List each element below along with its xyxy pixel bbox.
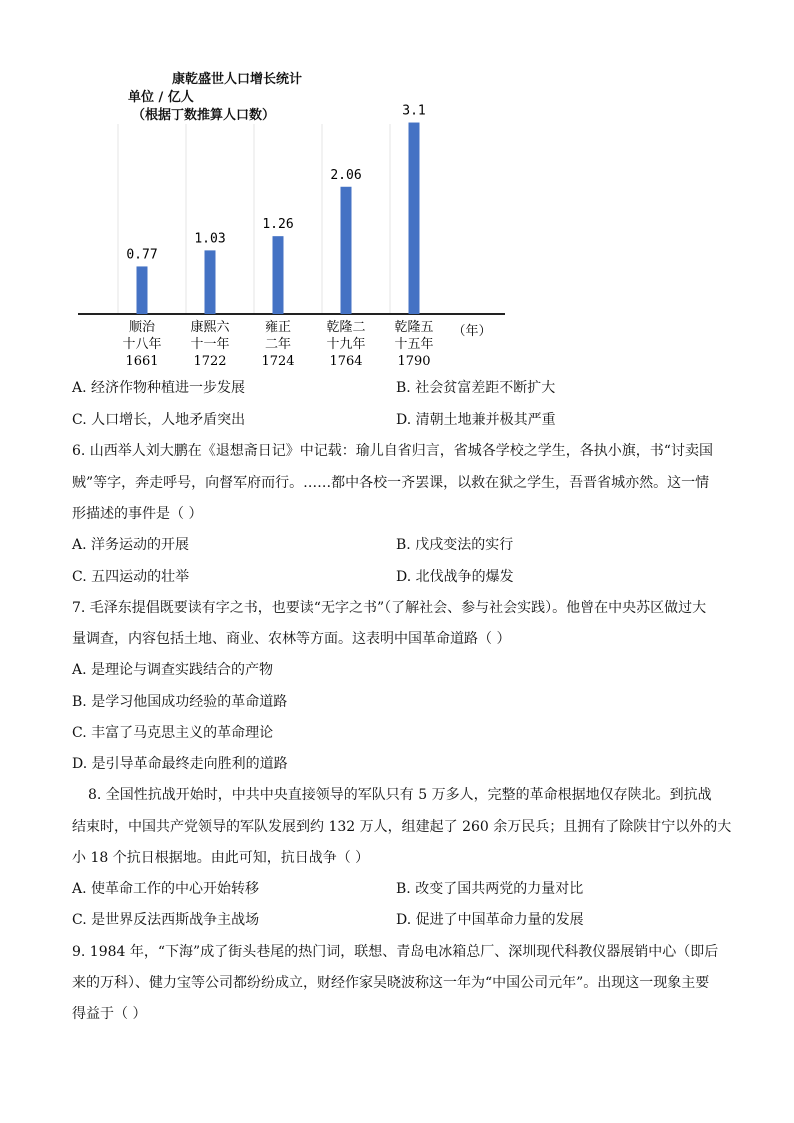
q9-stem-line-1: 9. 1984 年，“下海”成了街头巷尾的热门词，联想、青岛电冰箱总厂、深圳现代科教仪器展销中心（即后 — [72, 944, 719, 960]
q6-option-b[interactable]: B. 戊戌变法的实行 — [396, 537, 514, 553]
chart-canvas — [60, 64, 520, 374]
chart-category-label: 乾隆五 — [394, 320, 434, 335]
q6-stem-line-1: 6. 山西举人刘大鹏在《退想斋日记》中记载：瑜儿自省归言，省城各学校之学生，各执小旗，书“讨卖国 — [72, 443, 713, 459]
chart-bar — [205, 250, 216, 314]
q5-option-a[interactable]: A. 经济作物种植进一步发展 — [72, 380, 246, 396]
chart-category-label: 十一年 — [190, 337, 230, 352]
q9-stem-line-3: 得益于（ ） — [72, 1006, 147, 1022]
q8-stem-line-3: 小 18 个抗日根据地。由此可知，抗日战争（ ） — [72, 850, 370, 866]
chart-category-label: 1790 — [397, 354, 431, 369]
chart-category-label: 顺治 — [128, 320, 156, 335]
q8-option-c[interactable]: C. 是世界反法西斯战争主战场 — [72, 912, 260, 928]
chart-category-label: 二年 — [264, 337, 292, 352]
q8-option-a[interactable]: A. 使革命工作的中心开始转移 — [72, 881, 260, 897]
chart-category-label: 十五年 — [394, 337, 434, 352]
chart-value-label: 1.26 — [262, 217, 294, 233]
q7-option-c[interactable]: C. 丰富了马克思主义的革命理论 — [72, 725, 274, 741]
q6-stem-line-3: 形描述的事件是（ ） — [72, 506, 203, 522]
chart-category-label: 十八年 — [122, 337, 162, 352]
q9-stem-line-2: 来的万科）、健力宝等公司都纷纷成立，财经作家吴晓波称这一年为“中国公司元年”。出现这一现象主要 — [72, 975, 710, 991]
chart-value-label: 2.06 — [330, 167, 362, 183]
q6-option-d[interactable]: D. 北伐战争的爆发 — [396, 569, 514, 585]
chart-bar — [409, 123, 420, 314]
chart-bar — [273, 236, 284, 314]
chart-category-label: 乾隆二 — [326, 320, 366, 335]
chart-value-label: 3.1 — [402, 103, 426, 119]
q7-option-d[interactable]: D. 是引导革命最终走向胜利的道路 — [72, 756, 288, 772]
q7-stem-line-1: 7. 毛泽东提倡既要读有字之书，也要读“无字之书”（了解社会、参与社会实践）。他曾在中央苏区做过大 — [72, 600, 707, 616]
chart-bar — [137, 266, 148, 314]
chart-category-label: 十九年 — [326, 337, 366, 352]
q6-option-a[interactable]: A. 洋务运动的开展 — [72, 537, 190, 553]
population-bar-chart — [60, 64, 520, 374]
q6-stem-line-2: 贼”等字，奔走呼号，向督军府而行。……都中各校一齐罢课，以救在狱之学生，吾晋省城亦然。这一情 — [72, 475, 710, 491]
chart-title: 康乾盛世人口增长统计 — [172, 72, 303, 87]
chart-category-label: 康熙六 — [190, 320, 230, 335]
chart-bar — [341, 187, 352, 314]
chart-value-label: 1.03 — [194, 231, 226, 247]
q8-stem-line-2: 结束时，中国共产党领导的军队发展到约 132 万人，组建起了 260 余万民兵；且拥有了除陕甘宁以外的大 — [72, 819, 732, 835]
chart-note: （根据丁数推算人口数） — [132, 108, 276, 123]
q8-option-b[interactable]: B. 改变了国共两党的力量对比 — [396, 881, 584, 897]
q7-option-a[interactable]: A. 是理论与调查实践结合的产物 — [72, 662, 274, 678]
q8-option-d[interactable]: D. 促进了中国革命力量的发展 — [396, 912, 584, 928]
q7-stem-line-2: 量调查，内容包括土地、商业、农林等方面。这表明中国革命道路（ ） — [72, 631, 511, 647]
q8-stem-line-1: 8. 全国性抗战开始时，中共中央直接领导的军队只有 5 万多人，完整的革命根据地仅存陕北。到抗战 — [88, 787, 712, 803]
q5-option-c[interactable]: C. 人口增长，人地矛盾突出 — [72, 412, 246, 428]
chart-value-label: 0.77 — [126, 247, 158, 263]
q5-option-b[interactable]: B. 社会贫富差距不断扩大 — [396, 380, 556, 396]
q6-option-c[interactable]: C. 五四运动的壮举 — [72, 569, 190, 585]
chart-category-label: 1724 — [261, 354, 295, 369]
chart-x-unit: （年） — [452, 324, 492, 339]
chart-category-label: 1764 — [329, 354, 363, 369]
q5-option-d[interactable]: D. 清朝土地兼并极其严重 — [396, 412, 556, 428]
chart-unit-label: 单位 / 亿人 — [128, 90, 194, 105]
q7-option-b[interactable]: B. 是学习他国成功经验的革命道路 — [72, 694, 288, 710]
chart-category-label: 雍正 — [264, 320, 292, 335]
chart-category-label: 1661 — [125, 354, 159, 369]
chart-category-label: 1722 — [193, 354, 227, 369]
